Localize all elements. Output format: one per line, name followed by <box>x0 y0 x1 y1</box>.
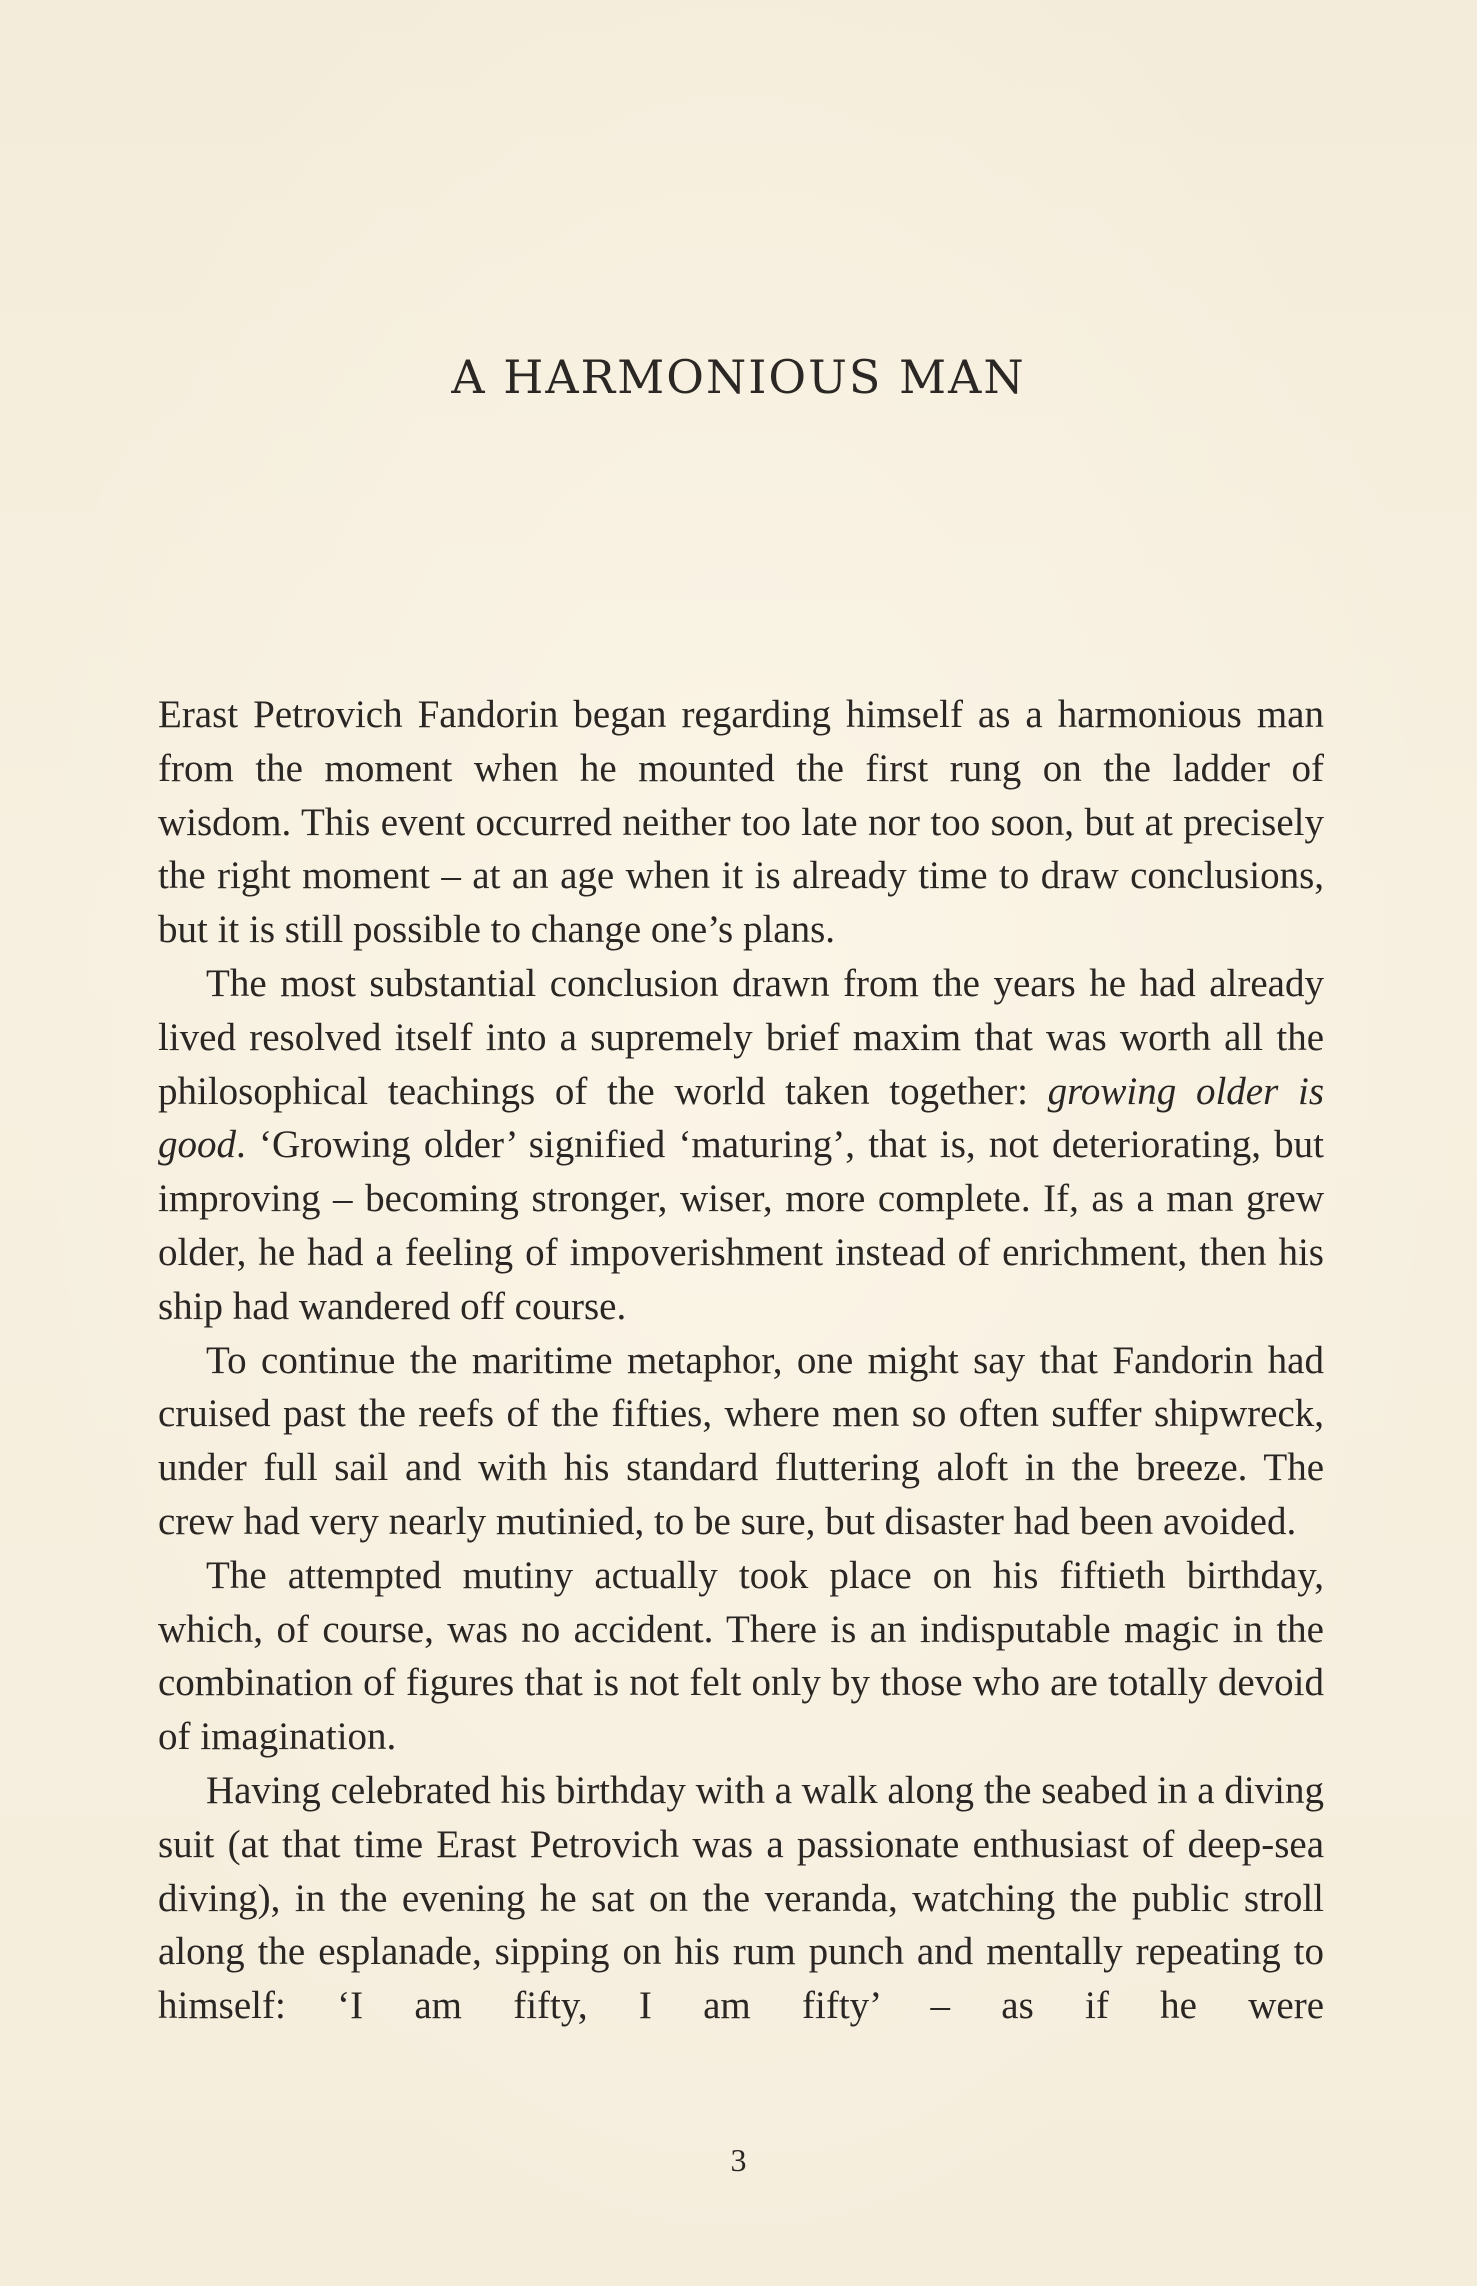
chapter-body <box>158 688 1324 2033</box>
paragraph-1: Erast Petrovich Fandorin began regarding himself as a harmonious man from the moment when he mounted the first rung on the ladder of wisdom. This event occurred neither too late nor too soon, but at precisely the right moment – at an age when it is already time to draw conclusions, but it is still possible to change one’s plans. <box>158 693 1324 952</box>
paragraph-3: To continue the maritime metaphor, one might say that Fandorin had cruised past the reefs of the fifties, where men so often suffer shipwreck, under full sail and with his standard fluttering aloft in the breeze. The crew had very nearly mutinied, to be sure, but disaster had been avoided. <box>158 1338 1324 1543</box>
page-number: 3 <box>730 2142 747 2178</box>
paragraph-4: The attempted mutiny actually took place on his fiftieth birthday, which, of course, was no accident. There is an indisputable magic in the combination of figures that is not felt only by those who are totally devoid of imagination. <box>158 1553 1324 1759</box>
paragraph-2 <box>158 957 1324 1334</box>
paragraph-2-tail: . ‘Growing older’ signified ‘maturing’, that is, not deteriorating, but improving – becoming stronger, wiser, more complete. If, as a man grew older, he had a feeling of impoverishment instead of enrichment, then his ship had wandered off course. <box>158 1123 1324 1328</box>
paragraph-2-lead: The most substantial conclusion drawn from the years he had already lived resolved itself into a supremely brief maxim that was worth all the philosophical teachings of the world taken together: <box>158 961 1324 1113</box>
chapter-title: A HARMONIOUS MAN <box>451 350 1026 404</box>
paragraph-5: Having celebrated his birthday with a walk along the seabed in a diving suit (at that time Erast Petrovich was a passionate enthusiast of deep-sea diving), in the evening he sat on the veranda, watching the public stroll along the esplanade, sipping on his rum punch and mentally repeating to himself: ‘I am fifty, I am fifty’ – as if he were <box>158 1768 1324 2028</box>
paragraph-2-emphasis: growing older is good <box>158 1069 1324 1167</box>
